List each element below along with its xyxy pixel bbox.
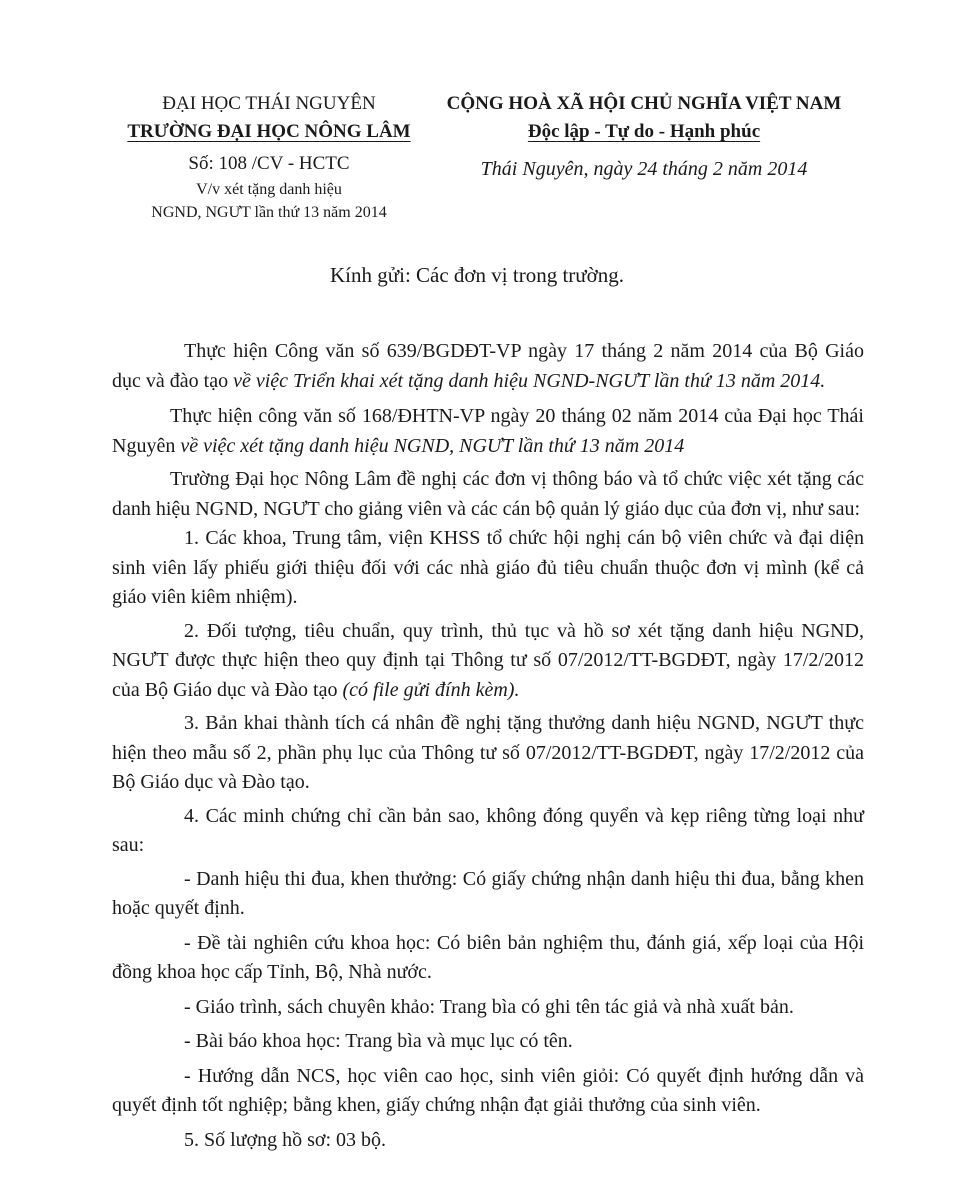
nation-name: CỘNG HOÀ XÃ HỘI CHỦ NGHĨA VIỆT NAM	[446, 93, 842, 114]
evidence-item-2: - Đề tài nghiên cứu khoa học: Có biên bản nghiệm thu, đánh giá, xếp loại của Hội đồng khoa học cấp Tỉnh, Bộ, Nhà nước.	[112, 931, 864, 983]
paragraph-2	[112, 402, 864, 461]
place-and-date: Thái Nguyên, ngày 24 tháng 2 năm 2014	[480, 158, 808, 180]
evidence-item-3: - Giáo trình, sách chuyên khảo: Trang bìa có ghi tên tác giả và nhà xuất bản.	[184, 995, 794, 1018]
evidence-item-5: - Hướng dẫn NCS, học viên cao học, sinh viên giỏi: Có quyết định hướng dẫn và quyết định tốt nghiệp; bằng khen, giấy chứng nhận đạt giải thưởng của sinh viên.	[112, 1064, 864, 1116]
item-5: 5. Số lượng hồ sơ: 03 bộ.	[184, 1128, 387, 1151]
issuer-block	[110, 90, 428, 224]
item-3: 3. Bản khai thành tích cá nhân đề nghị tặng thưởng danh hiệu NGND, NGƯT thực hiện theo mẫu số 2, phần phụ lục của Thông tư số 07/2012/TT-BGDĐT, ngày 17/2/2012 của Bộ Giáo dục và Đào tạo.	[112, 712, 864, 793]
subject-line-1: V/v xét tặng danh hiệu	[196, 181, 342, 198]
item-2	[112, 617, 864, 706]
paragraph-1-text: Thực hiện Công văn số 639/BGDĐT-VP ngày 17 tháng 2 năm 2014 của Bộ Giáo dục và đào tạo	[112, 340, 864, 392]
national-motto: Độc lập - Tự do - Hạnh phúc	[527, 121, 761, 142]
university-name: ĐẠI HỌC THÁI NGUYÊN	[162, 93, 376, 114]
item-1: 1. Các khoa, Trung tâm, viện KHSS tổ chức hội nghị cán bộ viên chức và đại diện sinh viên lấy phiếu giới thiệu đối với các nhà giáo đủ tiêu chuẩn thuộc đơn vị mình (kể cả giáo viên kiêm nhiệm).	[112, 527, 864, 608]
item-2-emphasis: (có file gửi đính kèm).	[342, 678, 520, 701]
paragraph-1-emphasis: về việc Triển khai xét tặng danh hiệu NGND-NGƯT lần thứ 13 năm 2014.	[233, 369, 826, 392]
recipient-line: Kính gửi: Các đơn vị trong trường.	[329, 263, 625, 287]
subject-line-2: NGND, NGƯT lần thứ 13 năm 2014	[151, 204, 387, 221]
reference-number: Số: 108 /CV - HCTC	[188, 153, 350, 174]
item-2-text: 2. Đối tượng, tiêu chuẩn, quy trình, thủ tục và hồ sơ xét tặng danh hiệu NGND, NGƯT được thực hiện theo quy định tại Thông tư số 07/2012/TT-BGDĐT, ngày 17/2/2012 của Bộ Giáo dục và Đào tạo	[112, 619, 864, 701]
evidence-item-1: - Danh hiệu thi đua, khen thưởng: Có giấy chứng nhận danh hiệu thi đua, bằng khen hoặc quyết định.	[112, 867, 864, 919]
paragraph-3: Trường Đại học Nông Lâm đề nghị các đơn vị thông báo và tổ chức việc xét tặng các danh hiệu NGND, NGƯT cho giảng viên và các cán bộ quản lý giáo dục của đơn vị, như sau:	[112, 468, 864, 520]
paragraph-2-text: Thực hiện công văn số 168/ĐHTN-VP ngày 20 tháng 02 năm 2014 của Đại học Thái Nguyên	[112, 405, 864, 457]
evidence-item-4: - Bài báo khoa học: Trang bìa và mục lục có tên.	[184, 1030, 573, 1052]
paragraph-1	[112, 337, 864, 396]
national-header-block	[424, 90, 864, 146]
school-name: TRƯỜNG ĐẠI HỌC NÔNG LÂM	[127, 121, 411, 142]
paragraph-2-emphasis: về việc xét tặng danh hiệu NGND, NGƯT lần thứ 13 năm 2014	[180, 434, 685, 457]
letter-body	[112, 337, 864, 1159]
item-4: 4. Các minh chứng chỉ cần bản sao, không đóng quyển và kẹp riêng từng loại như sau:	[112, 804, 864, 856]
